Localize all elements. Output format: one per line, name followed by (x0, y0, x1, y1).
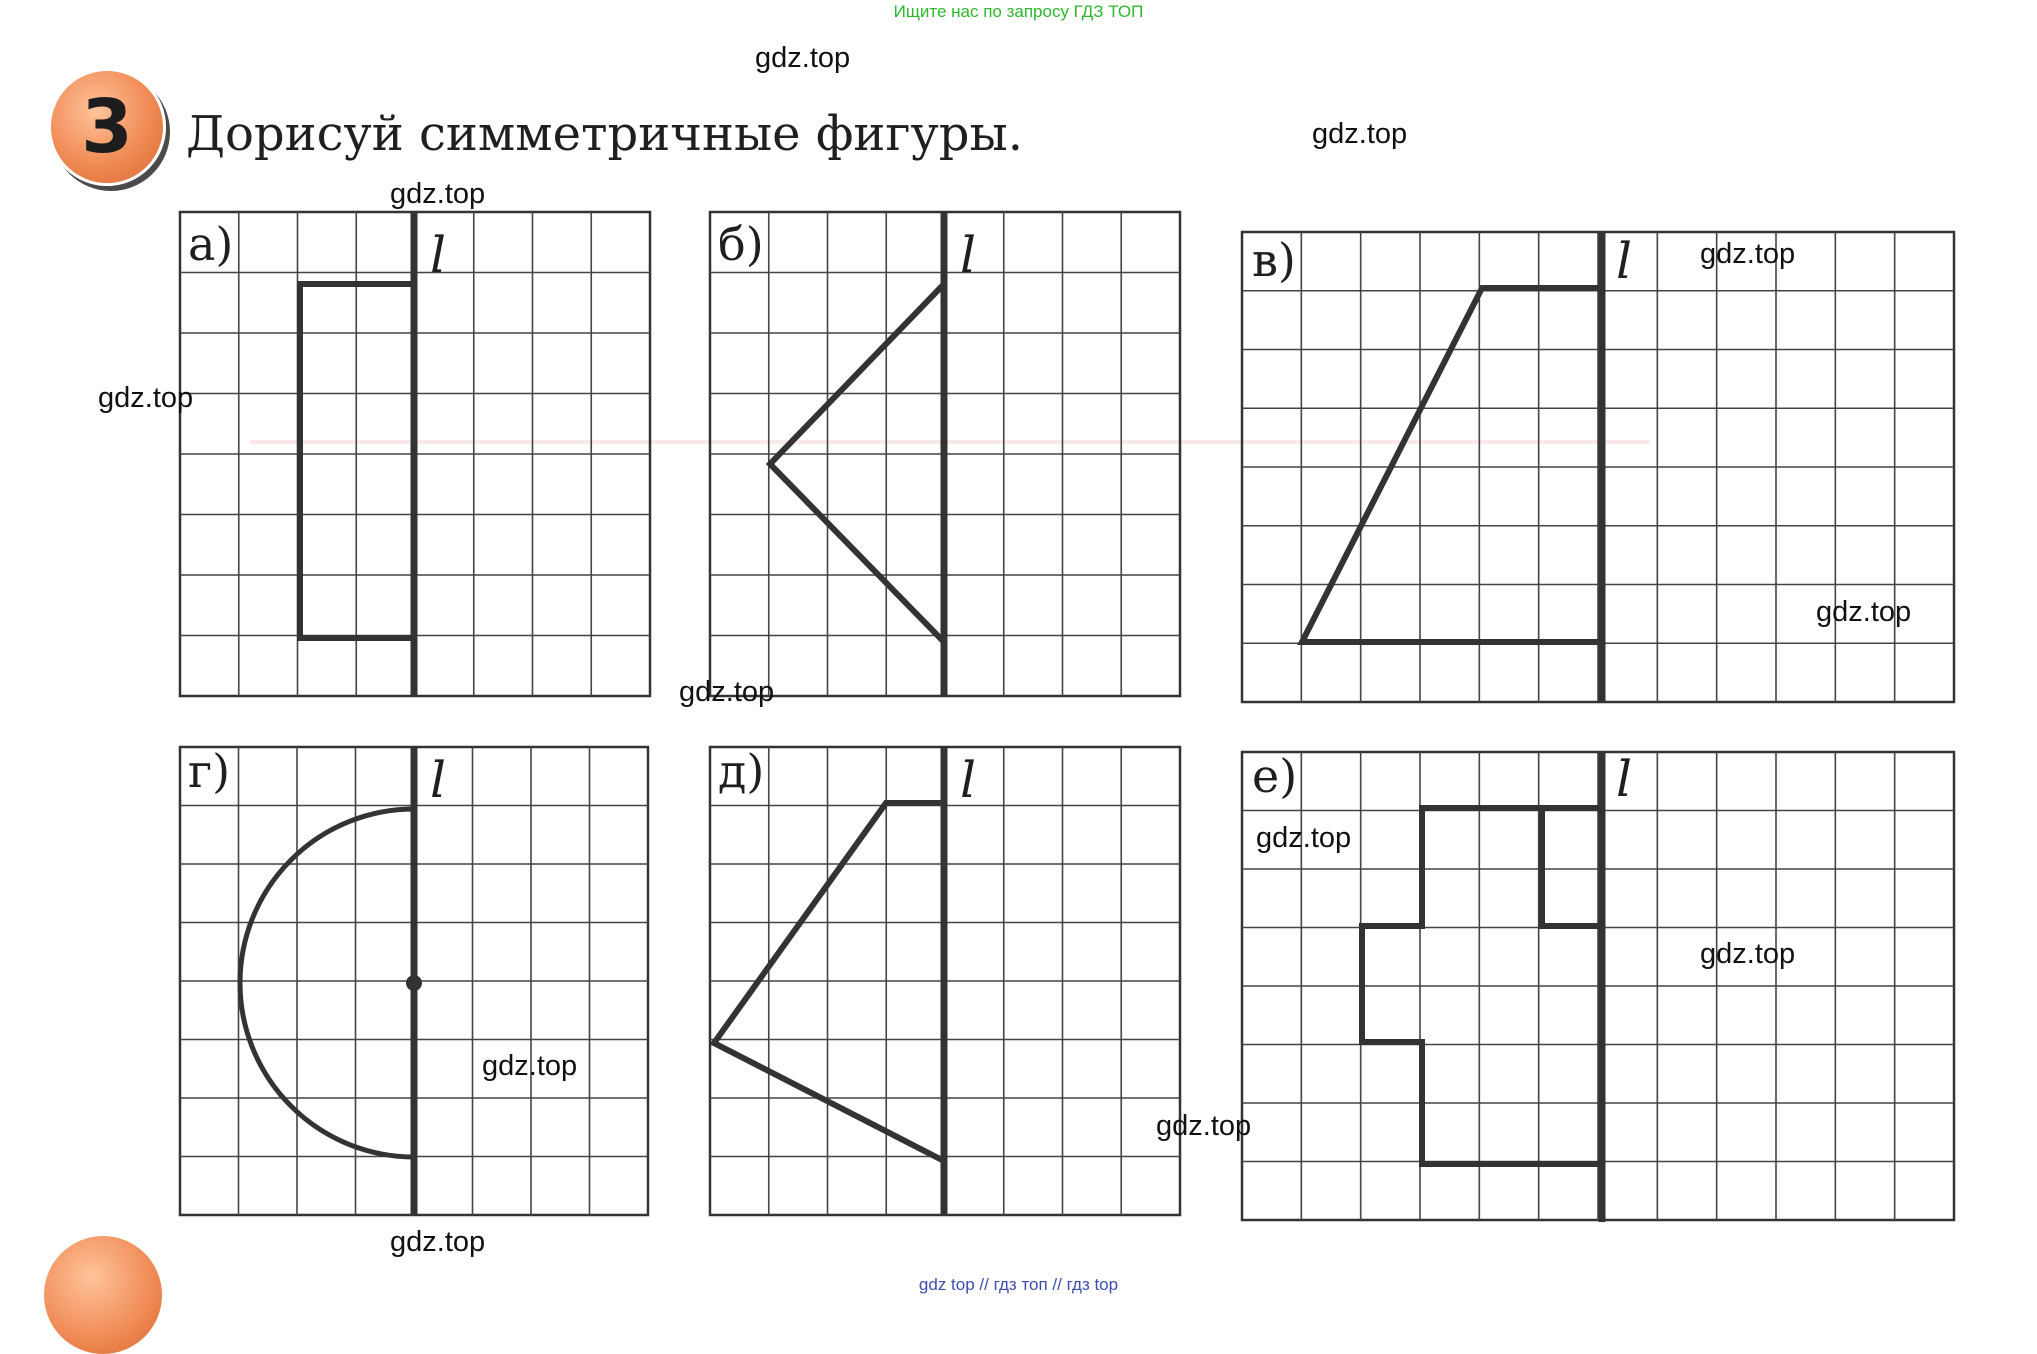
figure-d-shape (714, 803, 944, 1161)
figure-e-label: е) (1252, 749, 1298, 803)
watermark[interactable]: gdz.top (98, 382, 194, 414)
figure-v-label: в) (1252, 233, 1296, 287)
task-number: 3 (81, 84, 133, 170)
watermark[interactable]: gdz.top (1700, 238, 1796, 270)
figure-e-step (1542, 808, 1602, 926)
figure-v (1240, 230, 1958, 706)
watermark[interactable]: gdz.top (755, 42, 851, 74)
bottom-banner[interactable]: gdz top // гдз топ // гдз top (918, 1275, 1119, 1294)
task-number-badge (48, 68, 166, 186)
watermark[interactable]: gdz.top (390, 1226, 486, 1258)
watermark[interactable]: gdz.top (1156, 1110, 1252, 1142)
watermark[interactable]: gdz.top (482, 1050, 578, 1082)
figure-v-grid (1242, 232, 1954, 702)
figure-e-axis-label: l (1616, 750, 1632, 808)
top-banner[interactable]: Ищите нас по запросу ГДЗ ТОП (893, 2, 1144, 21)
figure-b-label: б) (718, 217, 764, 271)
figure-d-label: д) (718, 744, 765, 798)
figure-d (708, 745, 1184, 1219)
figure-g-label: г) (188, 744, 231, 798)
figure-g (178, 745, 652, 1219)
watermark[interactable]: gdz.top (1256, 822, 1352, 854)
figure-b-axis-label: l (960, 226, 976, 284)
figure-v-axis-label: l (1616, 232, 1632, 290)
figure-a-label: а) (188, 217, 234, 271)
watermark[interactable]: gdz.top (390, 178, 486, 210)
figure-g-shape (240, 809, 414, 1157)
figure-g-axis-label: l (430, 751, 446, 809)
task-title: Дорисуй симметричные фигуры. (186, 106, 1023, 162)
watermark[interactable]: gdz.top (1700, 938, 1796, 970)
watermark[interactable]: gdz.top (1312, 118, 1408, 150)
figure-b-shape (770, 284, 944, 642)
watermark[interactable]: gdz.top (679, 676, 775, 708)
figure-v-shape (1302, 288, 1602, 642)
next-task-badge (44, 1236, 162, 1354)
figure-a (178, 210, 654, 706)
figure-d-axis-label: l (960, 751, 976, 809)
watermark[interactable]: gdz.top (1816, 596, 1912, 628)
figure-b (708, 210, 1184, 706)
figure-a-axis-label: l (430, 226, 446, 284)
